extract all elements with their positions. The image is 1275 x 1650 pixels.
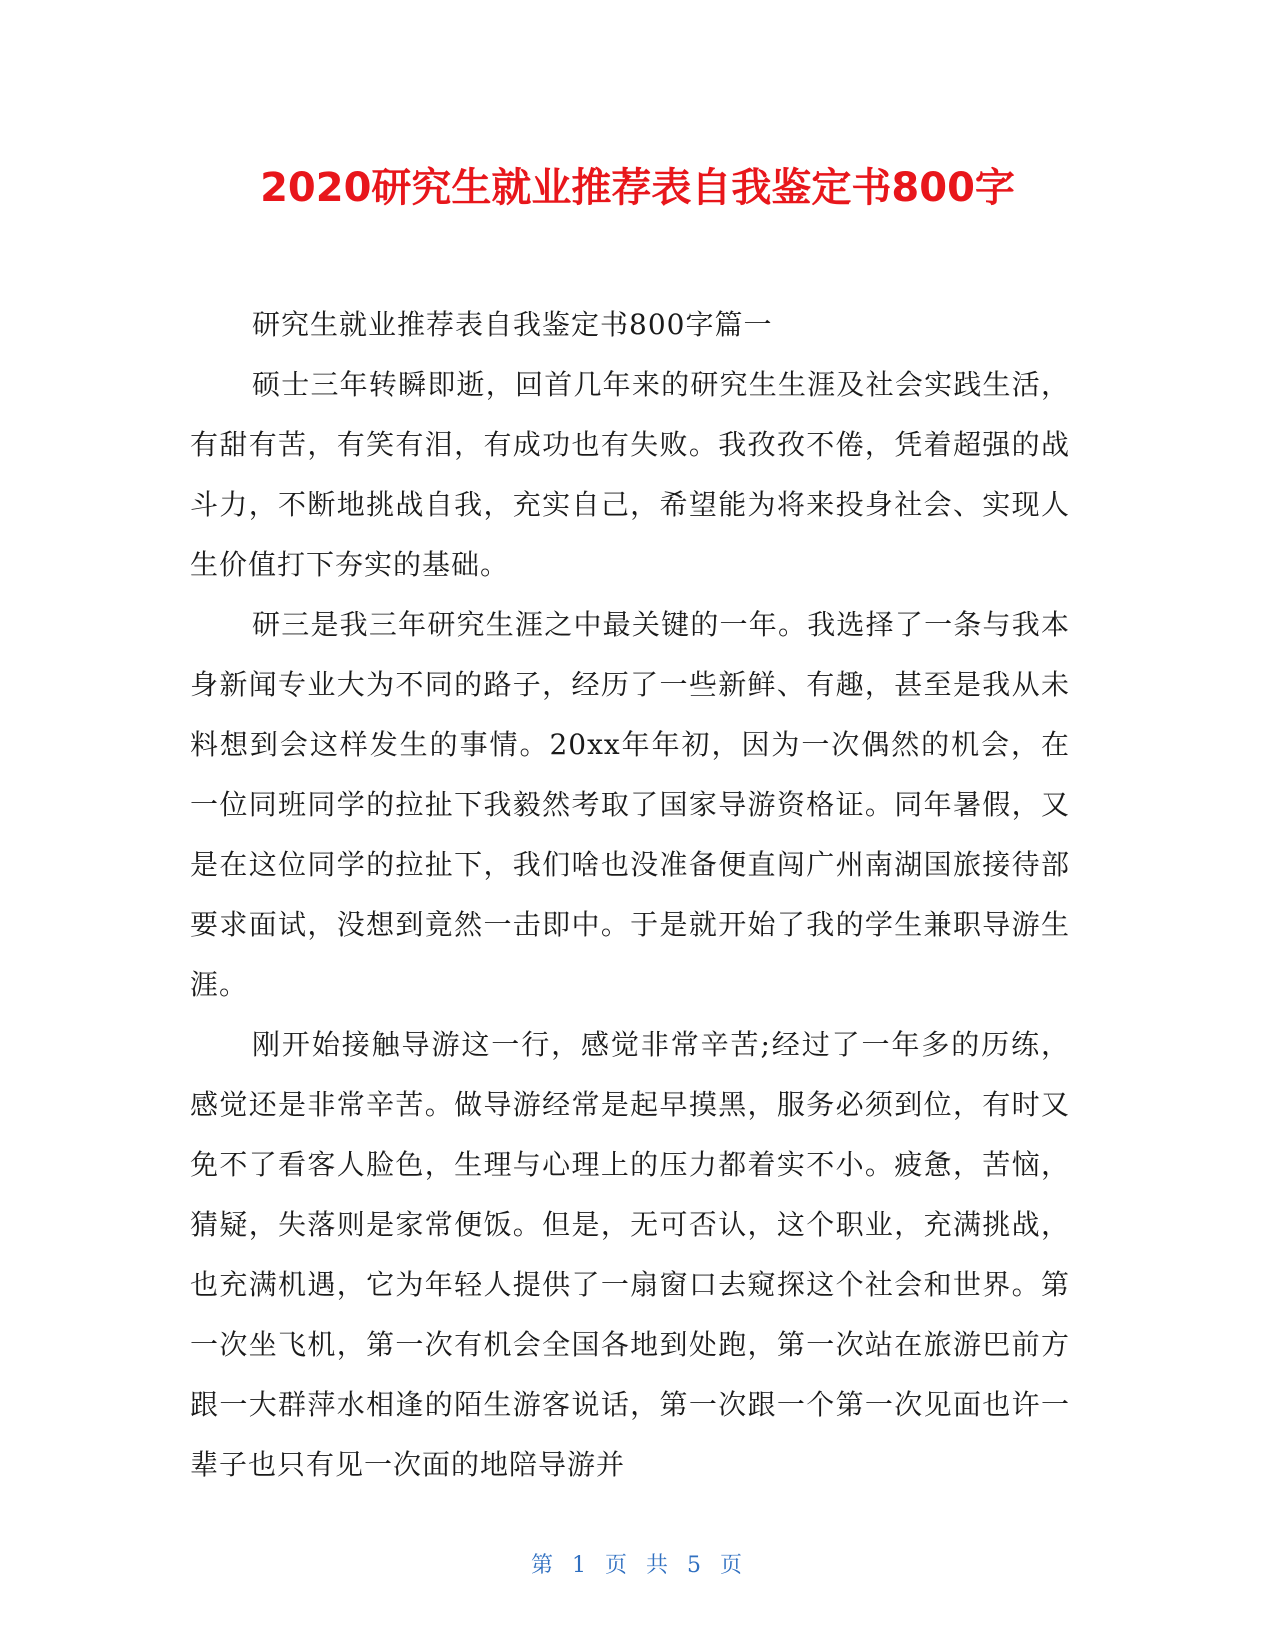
document-body: [190, 295, 1070, 1495]
paragraph: 刚开始接触导游这一行，感觉非常辛苦;经过了一年多的历练，感觉还是非常辛苦。做导游经常是起早摸黑，服务必须到位，有时又免不了看客人脸色，生理与心理上的压力都着实不小。疲惫，苦恼，猜疑，失落则是家常便饭。但是，无可否认，这个职业，充满挑战，也充满机遇，它为年轻人提供了一扇窗口去窥探这个社会和世界。第一次坐飞机，第一次有机会全国各地到处跑，第一次站在旅游巴前方跟一大群萍水相逢的陌生游客说话，第一次跟一个第一次见面也许一辈子也只有见一次面的地陪导游并: [190, 1028, 1070, 1481]
section-heading: 研究生就业推荐表自我鉴定书800字篇一: [252, 308, 773, 341]
paragraph: 研三是我三年研究生涯之中最关键的一年。我选择了一条与我本身新闻专业大为不同的路子，经历了一些新鲜、有趣，甚至是我从未料想到会这样发生的事情。20xx年年初，因为一次偶然的机会，在一位同班同学的拉扯下我毅然考取了国家导游资格证。同年暑假，又是在这位同学的拉扯下，我们啥也没准备便直闯广州南湖国旅接待部要求面试，没想到竟然一击即中。于是就开始了我的学生兼职导游生涯。: [190, 608, 1070, 1001]
page-number-footer: 第 1 页 共 5 页: [531, 1553, 744, 1578]
page-title: 2020研究生就业推荐表自我鉴定书800字: [260, 165, 1015, 211]
paragraph: 硕士三年转瞬即逝，回首几年来的研究生生涯及社会实践生活，有甜有苦，有笑有泪，有成功也有失败。我孜孜不倦，凭着超强的战斗力，不断地挑战自我，充实自己，希望能为将来投身社会、实现人生价值打下夯实的基础。: [190, 368, 1070, 581]
